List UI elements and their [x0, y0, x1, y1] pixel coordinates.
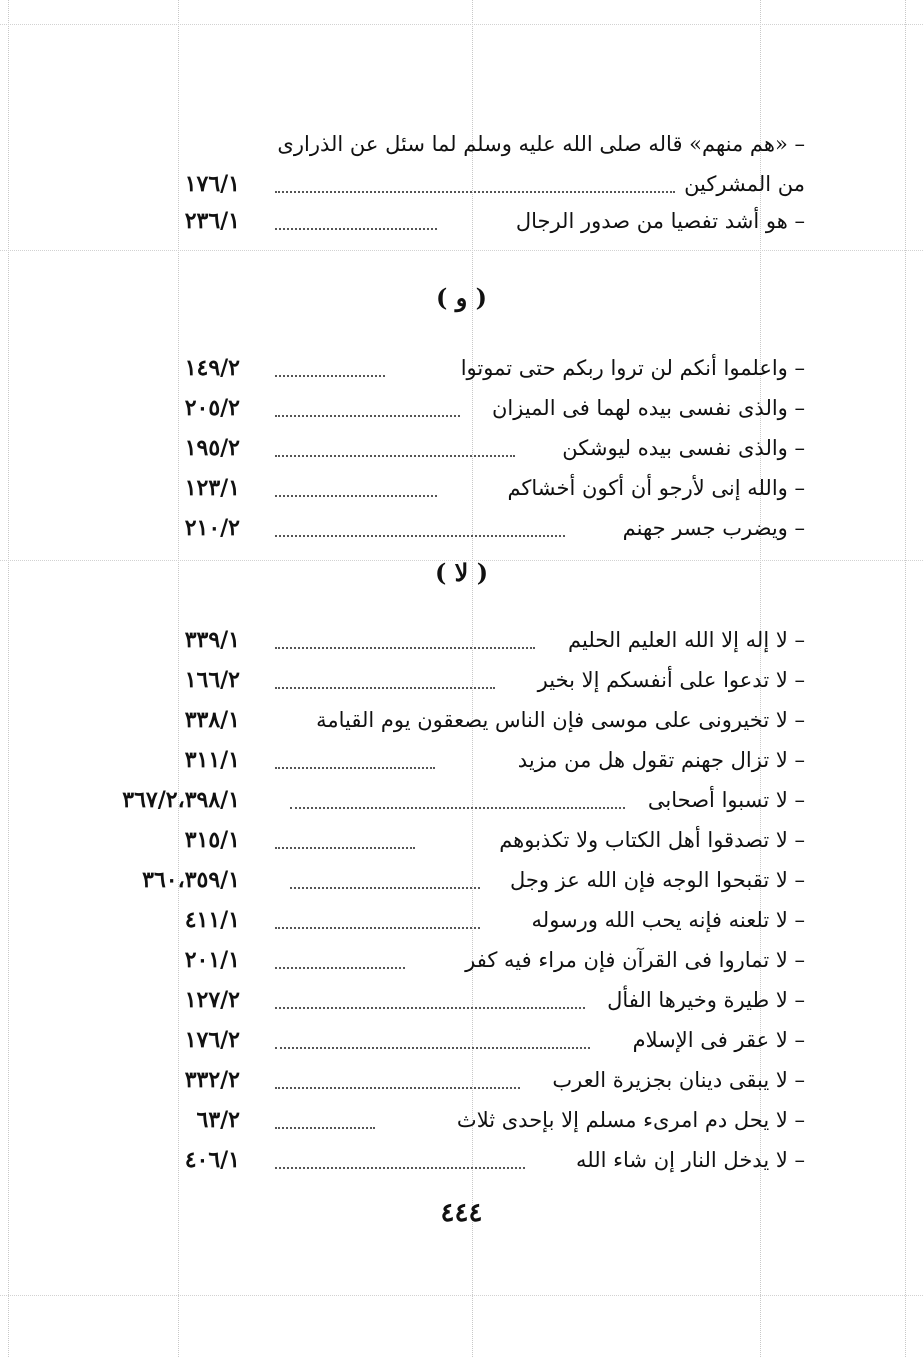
index-entry [70, 742, 805, 778]
entry-text: – لا تزال جهنم تقول هل من مزيد [517, 748, 805, 772]
dotted-leader [275, 1007, 585, 1009]
entry-text: – لا تصدقوا أهل الكتاب ولا تكذبوهم [499, 828, 805, 852]
index-entry [70, 822, 805, 858]
entry-reference: ١٤٩/٢ [184, 355, 240, 381]
entry-reference: ٢٣٦/١ [184, 208, 240, 234]
entry-reference: ١٦٦/٢ [184, 667, 240, 693]
index-entry [70, 902, 805, 938]
entry-reference: ١٧٦/٢ [184, 1027, 240, 1053]
entry-reference: ٣٣٩/١ [184, 627, 240, 653]
entry-text: – والذى نفسى بيده ليوشكن [562, 436, 805, 460]
dotted-leader [275, 1087, 520, 1089]
entry-text: – واعلموا أنكم لن تروا ربكم حتى تموتوا [460, 356, 805, 380]
entry-text: – لا تخيرونى على موسى فإن الناس يصعقون يوم القيامة [316, 708, 805, 732]
index-entry [70, 1062, 805, 1098]
entry-reference: ٣٣٨/١ [184, 707, 240, 733]
index-entry [70, 702, 805, 738]
entry-reference: ٣٦٠،٣٥٩/١ [142, 867, 240, 893]
dotted-leader [275, 415, 460, 417]
entry-reference: ٤٠٦/١ [184, 1147, 240, 1173]
dotted-leader [275, 191, 675, 193]
index-entry [70, 470, 805, 506]
entry-text: – لا تدعوا على أنفسكم إلا بخير [537, 668, 805, 692]
scan-guide-line [0, 250, 923, 251]
dotted-leader [275, 967, 405, 969]
entry-reference: ١٢٧/٢ [184, 987, 240, 1013]
entry-text: – «هم منهم» قاله صلى الله عليه وسلم لما سئل عن الذرارى [277, 132, 805, 156]
dotted-leader [275, 455, 515, 457]
index-entry [70, 662, 805, 698]
section-heading-waw: ( و ) [435, 283, 487, 312]
scan-guide-line [0, 1295, 923, 1296]
entry-text: – لا يدخل النار إن شاء الله [576, 1148, 805, 1172]
index-entry [70, 1102, 805, 1138]
entry-text: – والله إنى لأرجو أن أكون أخشاكم [507, 476, 805, 500]
entry-text: – لا تلعنه فإنه يحب الله ورسوله [531, 908, 805, 932]
entry-text: – لا طيرة وخيرها الفأل [607, 988, 805, 1012]
dotted-leader [275, 687, 495, 689]
index-entry [70, 430, 805, 466]
index-entry [70, 942, 805, 978]
dotted-leader [275, 767, 435, 769]
entry-reference: ٢١٠/٢ [184, 515, 240, 541]
entry-text: – لا يبقى دينان بجزيرة العرب [552, 1068, 805, 1092]
entry-text: – والذى نفسى بيده لهما فى الميزان [491, 396, 805, 420]
entry-reference: ٣٦٧/٢،٣٩٨/١ [122, 787, 240, 813]
entry-text: – لا تسبوا أصحابى [647, 788, 805, 812]
index-entry [70, 390, 805, 426]
scan-guide-line [8, 0, 9, 1357]
entry-text: – لا يحل دم امرىء مسلم إلا بإحدى ثلاث [456, 1108, 805, 1132]
dotted-leader [275, 927, 480, 929]
entry-text: – لا عقر فى الإسلام [632, 1028, 805, 1052]
index-entry [70, 350, 805, 386]
scan-guide-line [0, 24, 923, 25]
scan-guide-line [905, 0, 906, 1357]
dotted-leader [275, 535, 565, 537]
entry-text: – لا تقبحوا الوجه فإن الله عز وجل [509, 868, 805, 892]
page-number: ٤٤٤ [440, 1198, 483, 1228]
entry-reference: ٤١١/١ [184, 907, 240, 933]
index-entry [70, 782, 805, 818]
dotted-leader [275, 647, 535, 649]
dotted-leader [275, 375, 385, 377]
dotted-leader [275, 1127, 375, 1129]
dotted-leader [290, 807, 625, 809]
entry-text: – ويضرب جسر جهنم [622, 516, 805, 540]
index-entry [70, 862, 805, 898]
index-entry [70, 203, 805, 239]
dotted-leader [275, 228, 437, 230]
index-entry [70, 1142, 805, 1178]
entry-reference: ١٧٦/١ [184, 171, 240, 197]
index-entry-first-line [70, 126, 805, 162]
dotted-leader [290, 887, 480, 889]
index-entry [70, 622, 805, 658]
entry-reference: ١٢٣/١ [184, 475, 240, 501]
entry-reference: ٣١١/١ [184, 747, 240, 773]
entry-reference: ٣١٥/١ [184, 827, 240, 853]
entry-reference: ٢٠١/١ [184, 947, 240, 973]
section-heading-la: ( لا ) [434, 558, 489, 587]
index-entry [70, 1022, 805, 1058]
index-entry [70, 982, 805, 1018]
dotted-leader [275, 495, 437, 497]
entry-text: – لا إله إلا الله العليم الحليم [568, 628, 805, 652]
entry-reference: ٢٠٥/٢ [184, 395, 240, 421]
index-entry [70, 166, 805, 202]
entry-text: من المشركين [684, 172, 805, 196]
entry-reference: ٣٣٢/٢ [184, 1067, 240, 1093]
entry-text: – هو أشد تفصيا من صدور الرجال [515, 209, 805, 233]
index-entry [70, 510, 805, 546]
entry-reference: ٦٣/٢ [196, 1107, 240, 1133]
dotted-leader [275, 847, 415, 849]
entry-reference: ١٩٥/٢ [184, 435, 240, 461]
entry-text: – لا تماروا فى القرآن فإن مراء فيه كفر [465, 948, 805, 972]
dotted-leader [275, 1167, 525, 1169]
dotted-leader [275, 1047, 590, 1049]
